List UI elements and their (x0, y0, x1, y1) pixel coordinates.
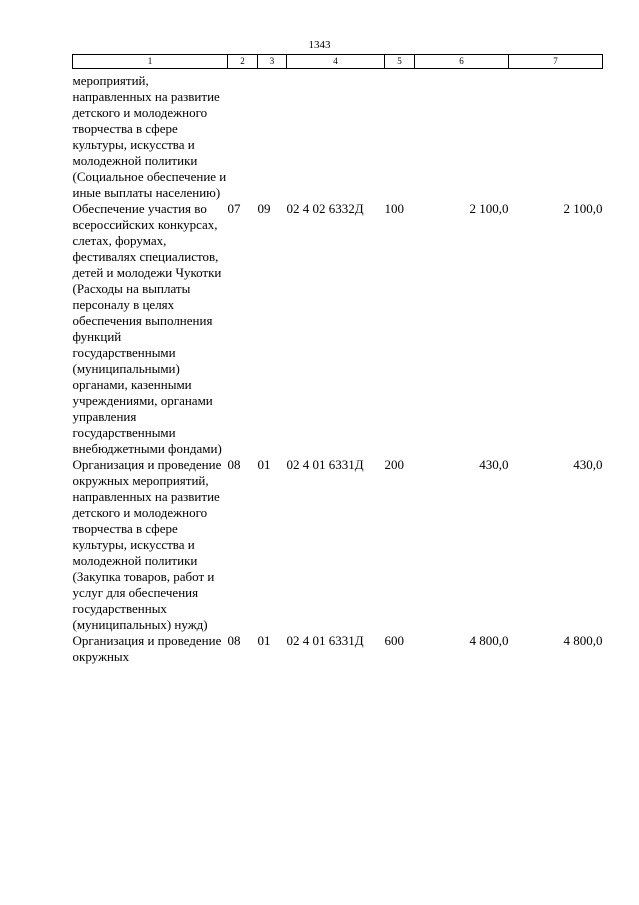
expense-type-code: 200 (384, 457, 404, 472)
column-header-3: 3 (258, 55, 287, 69)
table-row (73, 73, 603, 201)
subsection-code (258, 73, 287, 201)
budget-table (72, 54, 603, 665)
column-header-2: 2 (228, 55, 258, 69)
amount-year-2: 4 800,0 (563, 633, 603, 648)
target-article-code: 02 4 01 6331Д (286, 633, 364, 648)
column-header-4: 4 (287, 55, 385, 69)
column-header-7: 7 (509, 55, 603, 69)
amount-year-2 (509, 73, 603, 201)
target-article-code: 02 4 02 6332Д (286, 201, 364, 216)
section-code: 07 (227, 201, 241, 216)
amount-year-1: 2 100,0 (469, 201, 509, 216)
section-code: 08 (227, 633, 241, 648)
table-row (73, 201, 603, 457)
expense-name: Обеспечение участия во всероссийских конкурсах, слетах, форумах, фестивалях специалистов, детей и молодежи Чукотки (Расходы на выплаты персоналу в целях обеспечения выполнения функций государственными (муниципальными) органами, казенными учреждениями, органами управления государственными внебюджетными фондами) (72, 201, 222, 456)
expense-name: мероприятий, направленных на развитие детского и молодежного творчества в сфере культуры, искусства и молодежной политики (Социальное обеспечение и иные выплаты населению) (72, 73, 227, 200)
column-header-1: 1 (73, 55, 228, 69)
header-row (73, 55, 603, 69)
target-article-code (287, 73, 385, 201)
target-article-code: 02 4 01 6331Д (286, 457, 364, 472)
column-header-5: 5 (385, 55, 415, 69)
subsection-code: 09 (257, 201, 271, 216)
amount-year-1 (415, 73, 509, 201)
expense-type-code: 100 (384, 201, 404, 216)
expense-name: Организация и проведение окружных (72, 633, 222, 664)
amount-year-1: 430,0 (479, 457, 509, 472)
amount-year-2: 2 100,0 (563, 201, 603, 216)
section-code (228, 73, 258, 201)
subsection-code: 01 (257, 633, 271, 648)
amount-year-2: 430,0 (573, 457, 603, 472)
column-header-6: 6 (415, 55, 509, 69)
table-row (73, 633, 603, 665)
table-row (73, 457, 603, 633)
subsection-code: 01 (257, 457, 271, 472)
expense-name: Организация и проведение окружных мероприятий, направленных на развитие детского и молодежного творчества в сфере культуры, искусства и молодежной политики (Закупка товаров, работ и услуг для обеспечения государственных (муниципальных) нужд) (72, 457, 222, 632)
table-body (73, 69, 603, 666)
expense-type-code (385, 73, 415, 201)
page-number: 1343 (308, 39, 331, 51)
amount-year-1: 4 800,0 (469, 633, 509, 648)
expense-type-code: 600 (384, 633, 404, 648)
table-header (73, 55, 603, 69)
section-code: 08 (227, 457, 241, 472)
